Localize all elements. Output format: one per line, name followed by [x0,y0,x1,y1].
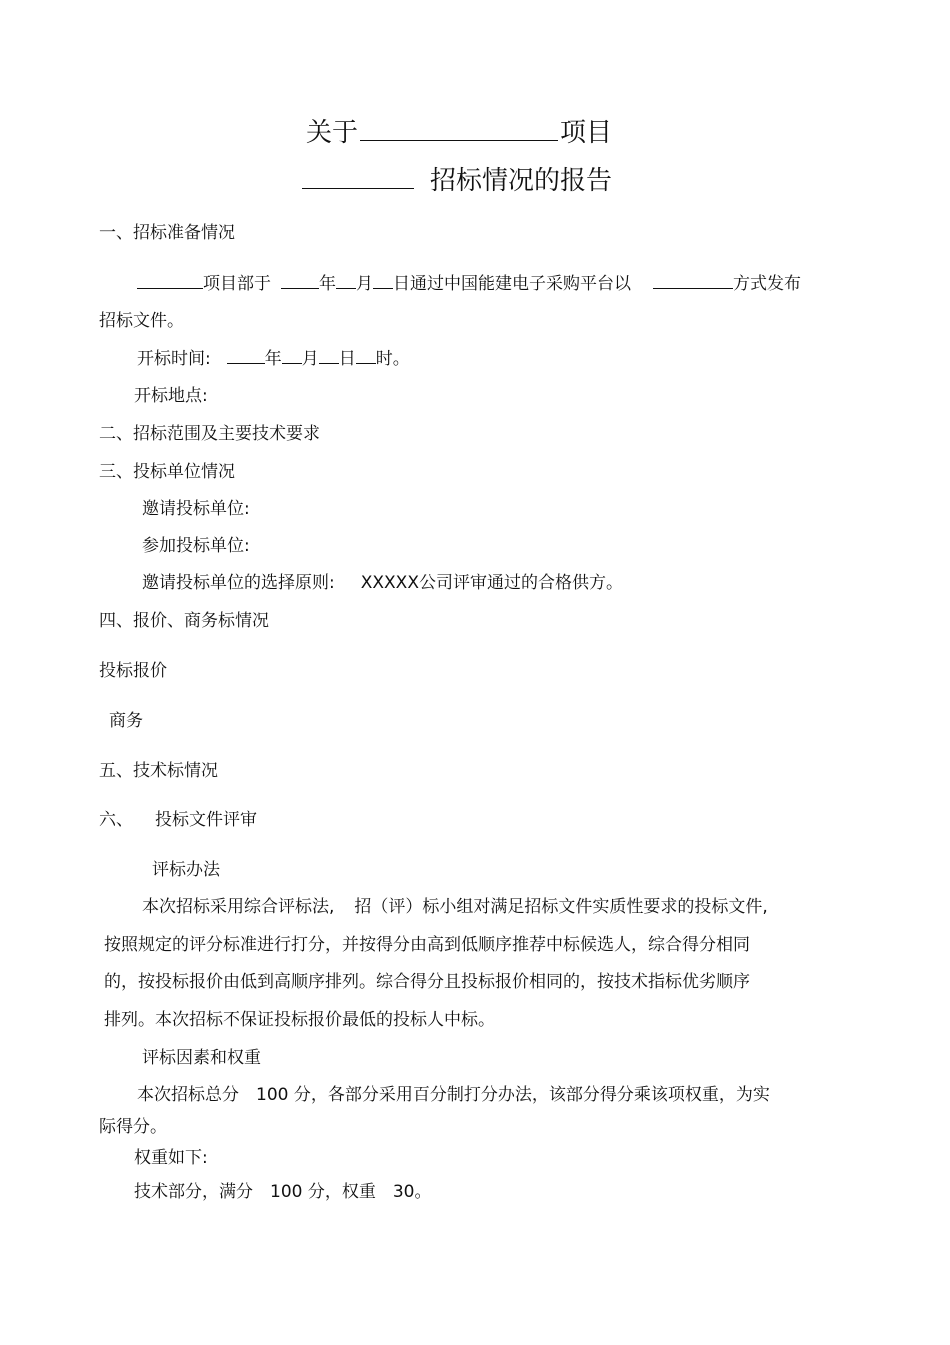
business-label: 商务 [109,711,143,731]
evaluation-factors-heading: 评标因素和权重 [142,1048,261,1068]
selection-principle-value: XXXXX公司评审通过的合格供方。 [360,573,623,593]
bid-price-label: 投标报价 [99,661,167,681]
open-place-line: 开标地点: [134,386,208,406]
title-report-text: 招标情况的报告 [430,166,613,196]
selection-principle-line [142,568,623,593]
text-method: 方式发布 [733,274,801,294]
text-project-dept: 项目部于 [203,274,271,294]
evaluation-method-line-4: 排列。本次招标不保证投标报价最低的投标人中标。 [104,1010,495,1030]
evaluation-method-line-3: 的，按投标报价由低到高顺序排列。综合得分且投标报价相同的，按技术指标优劣顺序 [104,972,750,992]
weights-label: 权重如下: [134,1148,208,1168]
open-hour-text: 时。 [375,349,410,369]
evaluation-method-line-1b: 招（评）标小组对满足招标文件实质性要求的投标文件, [354,897,768,917]
method-blank [653,287,733,289]
open-day-text: 日 [338,349,356,369]
invited-bidders-line: 邀请投标单位: [142,499,250,519]
section-4-heading: 四、报价、商务标情况 [99,611,269,631]
section-1-heading: 一、招标准备情况 [99,223,235,243]
text-year: 年 [319,274,336,294]
evaluation-method-heading: 评标办法 [152,860,220,880]
evaluation-factors-line-1: 本次招标总分 100 分，各部分采用百分制打分办法，该部分得分乘该项权重，为实 [137,1085,770,1105]
open-month-blank [282,362,302,364]
open-day-blank [319,362,339,364]
section-1-paragraph-line-2: 招标文件。 [99,311,184,331]
text-month: 月 [356,274,373,294]
open-time-line [137,344,410,369]
section-3-heading: 三、投标单位情况 [99,462,235,482]
title-prefix: 关于 [306,118,359,148]
year-blank [281,287,319,289]
day-blank [373,287,393,289]
section-5-heading: 五、技术标情况 [99,761,218,781]
open-year-blank [227,362,265,364]
open-year-text: 年 [264,349,282,369]
project-blank [137,287,203,289]
open-month-text: 月 [301,349,319,369]
section-6-title: 投标文件评审 [155,810,257,830]
title-line-1 [306,112,612,149]
section-2-heading: 二、招标范围及主要技术要求 [99,424,320,444]
month-blank [336,287,356,289]
section-6-number: 六、 [99,810,133,830]
selection-principle-label: 邀请投标单位的选择原则: [142,573,335,593]
project-name-blank [360,139,558,141]
title-line-2 [302,160,612,197]
evaluation-method-line-1a: 本次招标采用综合评标法, [142,897,335,917]
evaluation-factors-line-2: 际得分。 [99,1117,167,1137]
evaluation-method-line-1 [142,892,768,917]
text-day-platform: 日通过中国能建电子采购平台以 [393,274,631,294]
weights-technical-line: 技术部分，满分 100 分，权重 30。 [134,1182,432,1202]
attending-bidders-line: 参加投标单位: [142,536,250,556]
title-blank [302,187,414,189]
evaluation-method-line-2: 按照规定的评分标准进行打分，并按得分由高到低顺序推荐中标候选人，综合得分相同 [104,935,750,955]
open-time-label: 开标时间: [137,349,211,369]
open-hour-blank [356,362,376,364]
title-suffix: 项目 [560,118,613,148]
section-6-heading [99,805,257,830]
section-1-paragraph-line-1 [137,269,801,294]
